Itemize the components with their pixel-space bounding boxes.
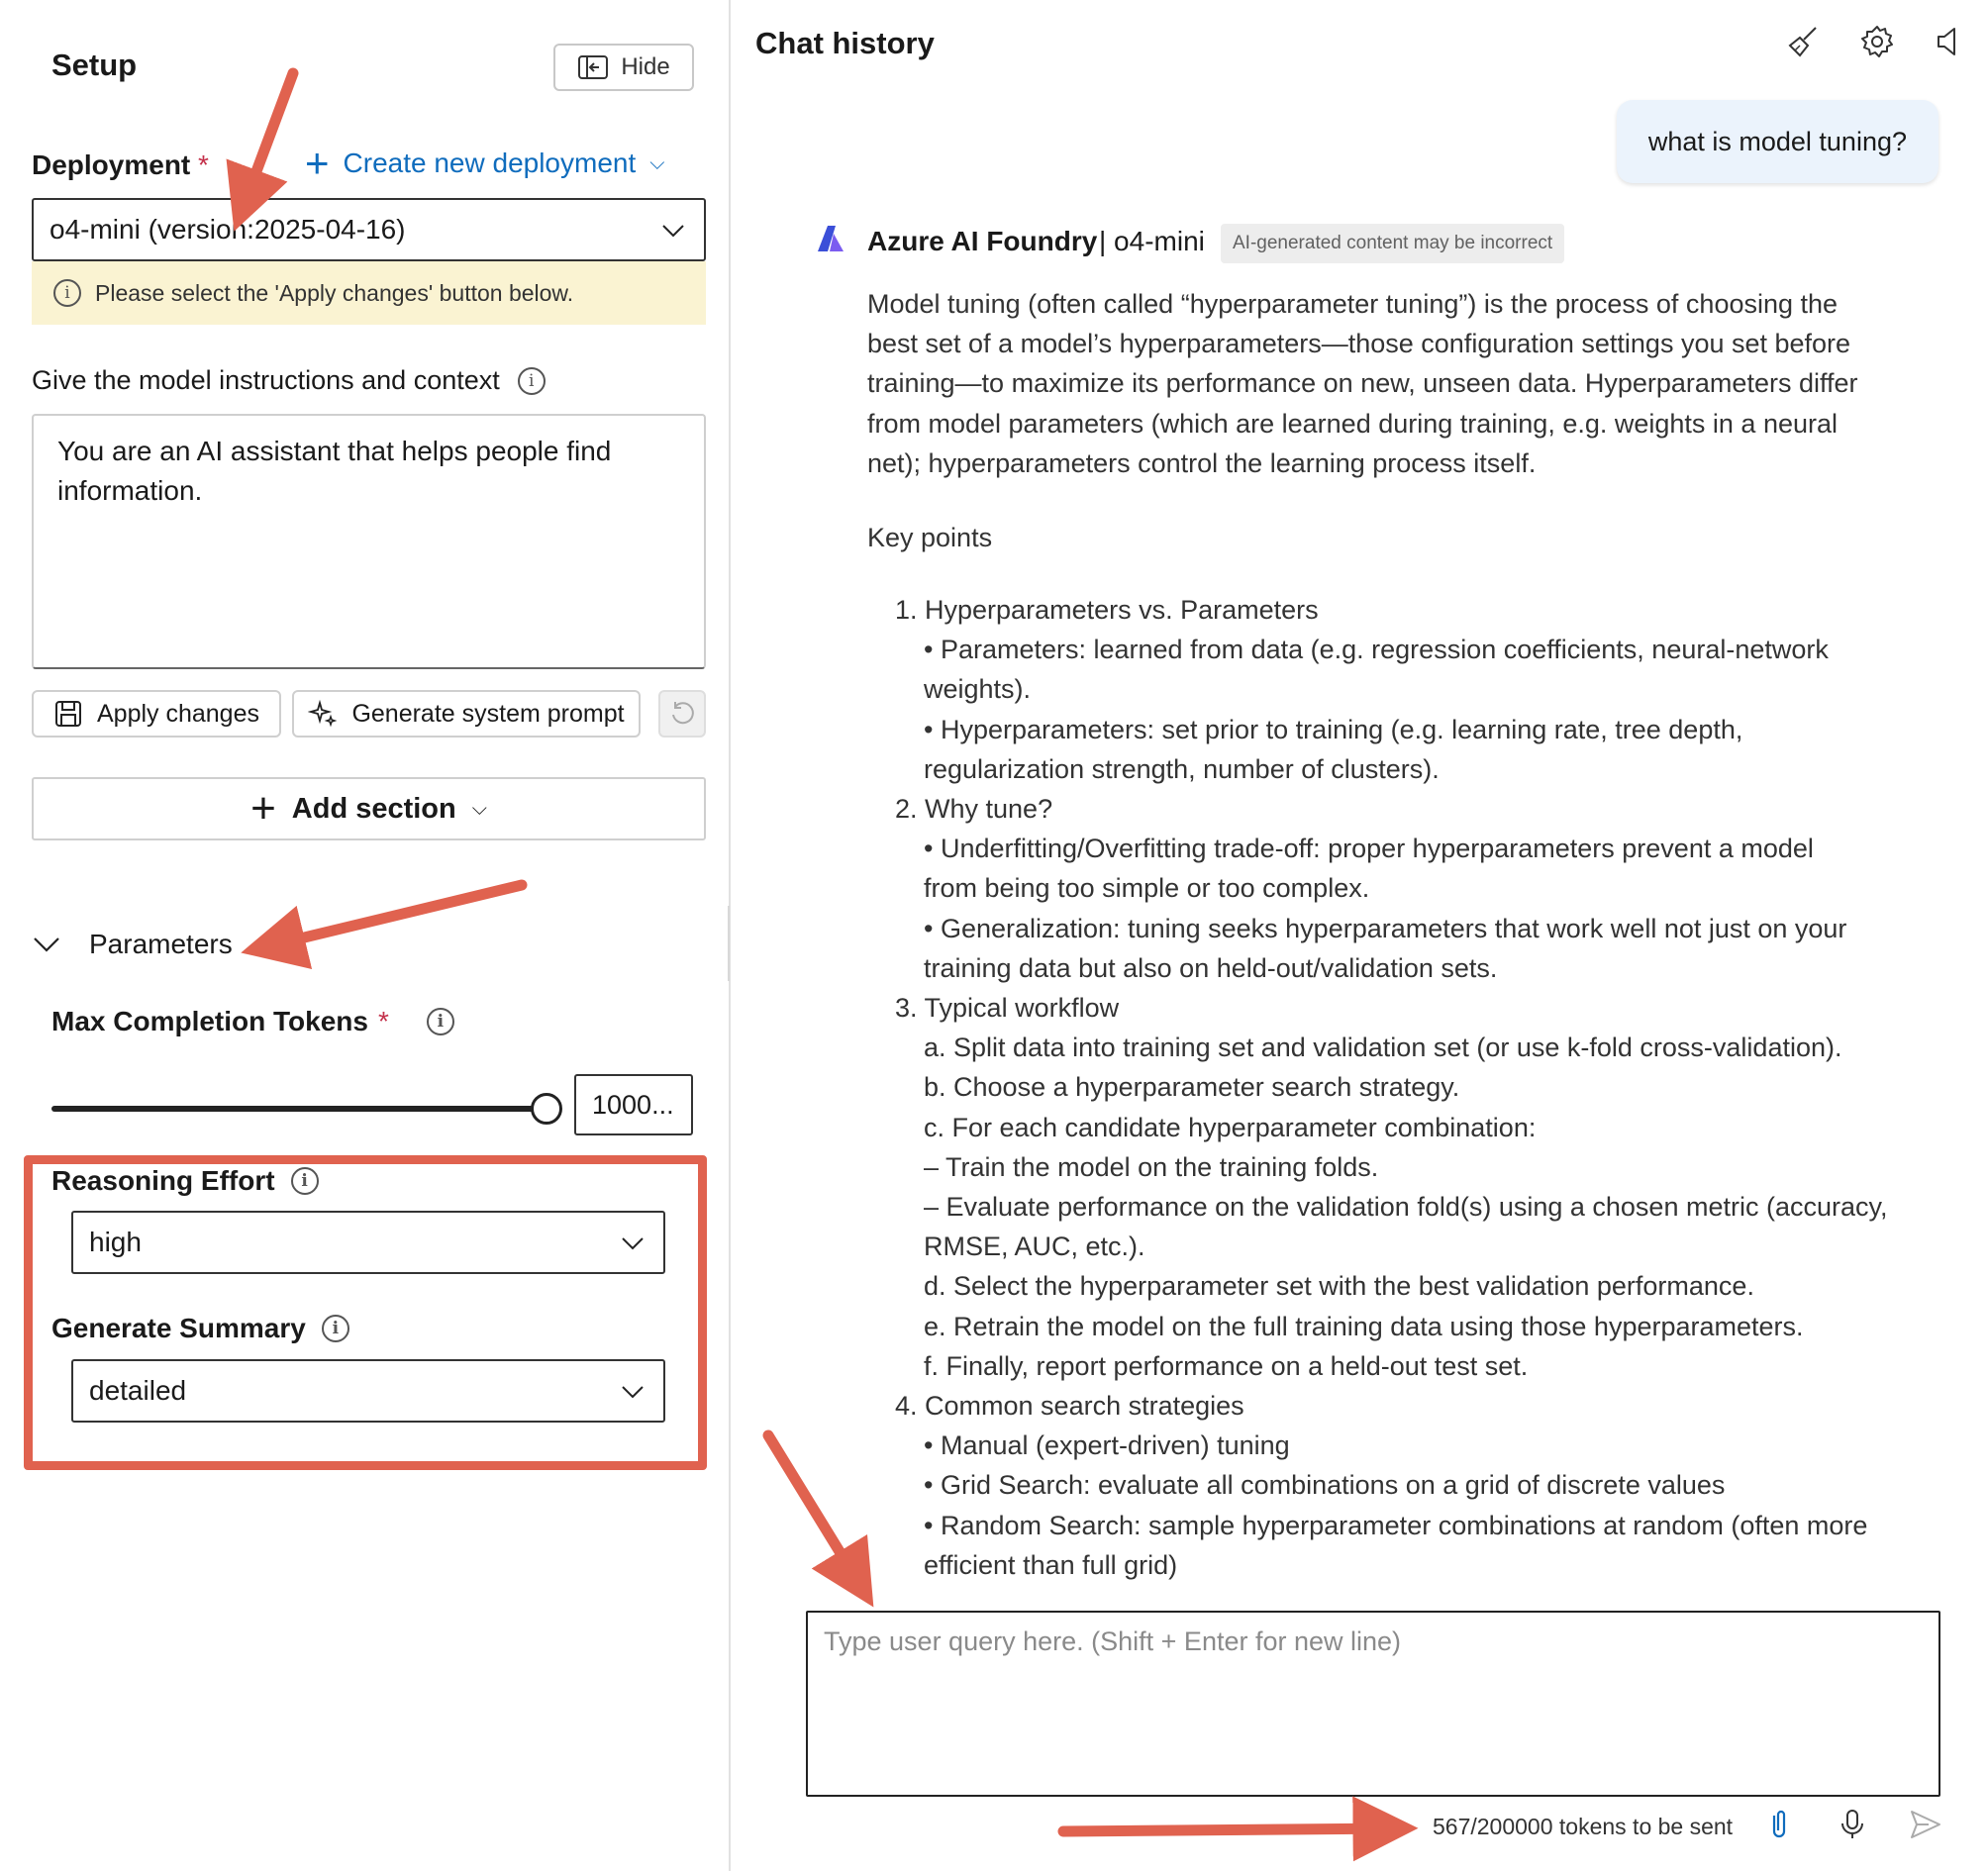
answer-line: • Generalization: tuning seeks hyperparameters that work well not just on your: [924, 913, 1847, 943]
hide-label: Hide: [621, 53, 670, 80]
deployment-select[interactable]: [32, 198, 706, 261]
deployment-value: o4-mini (version:2025-04-16): [50, 214, 406, 245]
info-icon: i: [53, 279, 81, 307]
answer-line: d. Select the hyperparameter set with the best validation performance.: [924, 1271, 1754, 1302]
generate-system-prompt-button[interactable]: [292, 690, 641, 738]
max-tokens-input[interactable]: 1000...: [574, 1074, 693, 1135]
info-icon[interactable]: i: [427, 1008, 454, 1035]
answer-line: 4. Common search strategies: [895, 1391, 1244, 1422]
reset-button[interactable]: [658, 690, 706, 738]
reasoning-label-text: Reasoning Effort: [51, 1165, 275, 1196]
answer-line: – Train the model on the training folds.: [924, 1151, 1379, 1182]
max-tokens-slider-track[interactable]: [51, 1106, 547, 1112]
max-tokens-label: [51, 1006, 454, 1037]
info-icon[interactable]: i: [518, 367, 546, 395]
chevron-down-icon: [32, 935, 61, 954]
intro-line: from model parameters (which are learned during training, e.g. weights in a neural: [867, 408, 1839, 439]
clear-chat-button[interactable]: [1784, 22, 1824, 61]
reasoning-value: high: [89, 1227, 142, 1257]
intro-line: training—to maximize its performance on new, unseen data. Hyperparameters differ: [867, 368, 1858, 399]
create-deployment-link[interactable]: [305, 140, 665, 186]
answer-line: 2. Why tune?: [895, 794, 1053, 825]
parameters-toggle[interactable]: [32, 929, 233, 960]
intro-line: best set of a model’s hyperparameters—those configuration settings you set before: [867, 329, 1851, 359]
send-button[interactable]: [1909, 1808, 1942, 1846]
plus-icon: +: [250, 784, 276, 833]
info-icon[interactable]: i: [322, 1315, 349, 1342]
info-icon[interactable]: i: [291, 1167, 319, 1195]
key-points-heading: Key points: [867, 523, 993, 552]
answer-line: e. Retrain the model on the full training data using those hyperparameters.: [924, 1311, 1804, 1341]
setup-title: Setup: [51, 48, 138, 82]
required-mark: *: [377, 1006, 389, 1036]
chevron-down-icon: [620, 1231, 646, 1256]
answer-line: c. For each candidate hyperparameter combination:: [924, 1112, 1537, 1142]
microphone-button[interactable]: [1836, 1808, 1869, 1846]
token-count: 567/200000 tokens to be sent: [1433, 1814, 1734, 1839]
required-mark: *: [198, 149, 209, 180]
answer-line: training data but also on held-out/validation sets.: [924, 952, 1498, 983]
instructions-label: [32, 365, 546, 396]
instructions-input[interactable]: [32, 414, 706, 669]
chevron-down-icon: [620, 1379, 646, 1405]
apply-notice: [32, 261, 706, 325]
setup-panel: [8, 0, 731, 1871]
chevron-down-icon: ⌵: [471, 797, 487, 820]
microphone-icon: [1836, 1808, 1869, 1841]
reasoning-effort-select[interactable]: [71, 1211, 665, 1274]
chevron-down-icon: ⌵: [649, 151, 665, 174]
user-message: what is model tuning?: [1617, 100, 1938, 183]
collapse-panel-icon: [577, 54, 609, 80]
bot-name: Azure AI Foundry: [867, 226, 1098, 256]
answer-line: efficient than full grid): [924, 1549, 1178, 1580]
gear-icon: [1859, 24, 1895, 59]
answer-line: b. Choose a hyperparameter search strategy.: [924, 1072, 1460, 1103]
save-icon: [53, 699, 83, 729]
chat-toolbar: [1784, 22, 1970, 61]
input-actions: [1762, 1808, 1942, 1846]
answer-line: regularization strength, number of clusters).: [924, 753, 1440, 784]
settings-button[interactable]: [1857, 22, 1897, 61]
intro-line: net); hyperparameters control the learning process itself.: [867, 447, 1537, 478]
bot-message-intro: [867, 284, 1937, 483]
broom-icon: [1786, 24, 1822, 59]
answer-line: weights).: [924, 674, 1032, 705]
sparkle-icon: [308, 699, 338, 729]
reasoning-effort-label: [51, 1165, 319, 1197]
answer-line: • Random Search: sample hyperparameter combinations at random (often more: [924, 1510, 1868, 1540]
paperclip-icon: [1762, 1808, 1796, 1841]
chat-history-title: Chat history: [755, 26, 935, 60]
generate-summary-label: [51, 1313, 349, 1344]
add-section-button[interactable]: [32, 777, 706, 840]
attach-button[interactable]: [1762, 1808, 1796, 1846]
speaker-button[interactable]: [1931, 22, 1970, 61]
chat-panel: [733, 0, 1988, 1871]
max-tokens-label-text: Max Completion Tokens: [51, 1006, 368, 1036]
answer-line: • Parameters: learned from data (e.g. regression coefficients, neural-network: [924, 635, 1829, 665]
chevron-down-icon: [660, 218, 686, 244]
answer-line: from being too simple or too complex.: [924, 873, 1370, 904]
answer-line: f. Finally, report performance on a held-out test set.: [924, 1350, 1529, 1381]
add-section-label: Add section: [291, 792, 456, 825]
send-icon: [1909, 1808, 1942, 1841]
max-tokens-slider-thumb[interactable]: [531, 1093, 562, 1125]
apply-changes-button[interactable]: [32, 690, 281, 738]
generate-summary-select[interactable]: [71, 1359, 665, 1423]
plus-icon: +: [305, 140, 330, 186]
answer-line: 1. Hyperparameters vs. Parameters: [895, 595, 1319, 625]
deployment-label: [32, 149, 209, 181]
bot-model: | o4-mini: [1099, 226, 1205, 256]
answer-line: a. Split data into training set and validation set (or use k-fold cross-validation).: [924, 1033, 1842, 1063]
azure-ai-foundry-logo-icon: [816, 224, 845, 253]
deployment-label-text: Deployment: [32, 149, 191, 180]
apply-changes-label: Apply changes: [96, 699, 259, 728]
notice-text: Please select the 'Apply changes' button below.: [95, 279, 574, 306]
undo-icon: [667, 699, 697, 729]
summary-label-text: Generate Summary: [51, 1313, 306, 1343]
intro-line: Model tuning (often called “hyperparameter tuning”) is the process of choosing the: [867, 289, 1839, 319]
bot-message-list: [895, 590, 1964, 1585]
answer-line: – Evaluate performance on the validation fold(s) using a chosen metric (accuracy,: [924, 1192, 1888, 1223]
speaker-icon: [1933, 24, 1968, 59]
answer-line: • Hyperparameters: set prior to training (e.g. learning rate, tree depth,: [924, 714, 1743, 744]
answer-line: 3. Typical workflow: [895, 993, 1120, 1024]
answer-line: • Grid Search: evaluate all combinations on a grid of discrete values: [924, 1470, 1726, 1501]
parameters-label: Parameters: [89, 929, 233, 959]
summary-value: detailed: [89, 1375, 187, 1406]
create-deployment-label: Create new deployment: [343, 148, 637, 178]
answer-line: • Manual (expert-driven) tuning: [924, 1430, 1290, 1461]
ai-disclaimer-badge: AI-generated content may be incorrect: [1221, 224, 1564, 263]
generate-label: Generate system prompt: [351, 699, 625, 728]
instructions-label-text: Give the model instructions and context: [32, 365, 500, 395]
user-query-input[interactable]: [806, 1611, 1940, 1797]
answer-line: • Underfitting/Overfitting trade-off: proper hyperparameters prevent a model: [924, 834, 1814, 864]
hide-button[interactable]: [553, 44, 694, 91]
answer-line: RMSE, AUC, etc.).: [924, 1231, 1145, 1262]
